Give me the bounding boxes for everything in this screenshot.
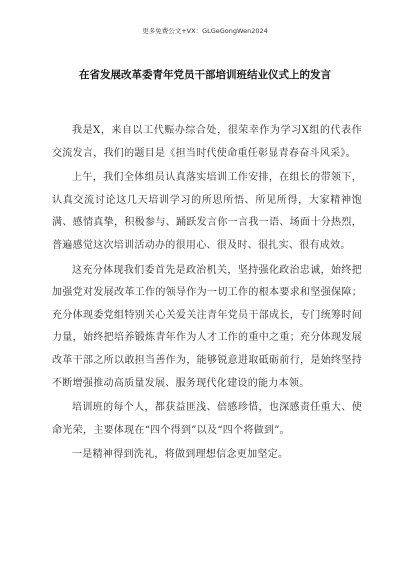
- document-body: [52, 120, 362, 469]
- paragraph-morning-discussion: 上午，我们全体组员认真落实培训工作安排，在组长的带领下，认真交流讨论这几天培训学习的所思所悟、所见所得，大家精神饱满、感情真挚，积极参与、踊跃发言你一言我一语、场面十分热烈，普遍感觉这次培训活动办的很用心、很及时、很扎实、很有成效。: [52, 172, 362, 251]
- paragraph-first-point: 一是精神得到洗礼，将做到理想信念更加坚定。: [72, 449, 289, 461]
- paragraph-gains: 培训班的每个人，都获益匪浅、倍感珍惜，也深感责任重大、使命光荣，主要体现在“四个得到”以及“四个将做到”。: [52, 402, 362, 436]
- document-title: 在省发展改革委青年党员干部培训班结业仪式上的发言: [79, 69, 331, 81]
- paragraph-intro: 我是X，来自以工代赈办综合处，很荣幸作为学习X组的代表作交流发言，我们的题目是《担当时代使命重任彰显青春奋斗风采》。: [52, 125, 362, 159]
- header-note: 更多免费公文+VX：GLGeGongWen2024: [142, 27, 268, 35]
- paragraph-significance: 这充分体现我们委首先是政治机关，坚持强化政治忠诚，始终把加强党对发展改革工作的领导作为一切工作的根本要求和坚强保障；充分体现委党组特别关心关爱关注青年党员干部成长，专门统筹时间力量，始终把培养锻炼青年作为人才工作的重中之重；充分体现发展改革干部之所以敢担当善作为，能够锐意进取砥砺前行，是始终坚持不断增强推动高质量发展、服务现代化建设的能力本领。: [52, 264, 362, 389]
